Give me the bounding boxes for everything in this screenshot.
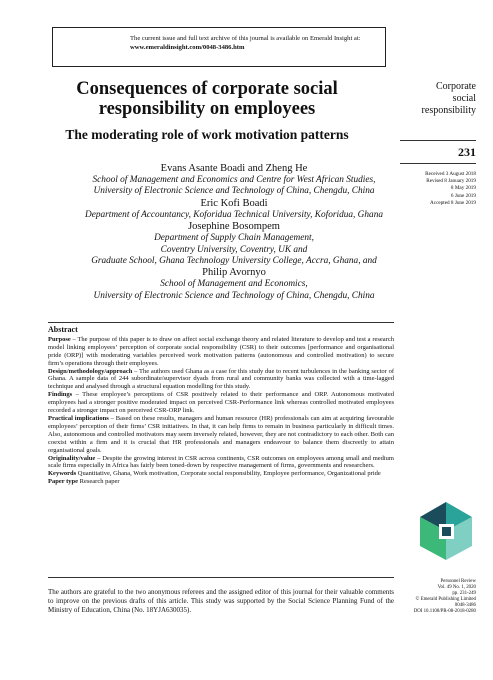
section-label: Originality/value: [48, 454, 96, 462]
author-affiliation: School of Management and Economics and Centre for West African Studies,: [92, 175, 376, 185]
running-title-line: Corporate: [436, 81, 476, 92]
running-title-line: responsibility: [421, 105, 476, 116]
section-label: Paper type: [48, 478, 79, 486]
date-line: 8 May 2019: [450, 185, 476, 192]
author-block: [40, 163, 428, 302]
section-text: – Despite the growing interest in CSR across continents, CSR outcomes on employees among small and medium scale firms especially in Africa has fairly been toned-down by respective management of firms, governments and researchers.: [48, 454, 394, 470]
emerald-logo-icon: [417, 500, 475, 562]
abstract-section: [48, 368, 394, 392]
journal-info-line: Vol. 49 No. 1, 2020: [437, 585, 476, 590]
author-affiliation: University of Electronic Science and Technology of China, Chengdu, China: [93, 290, 375, 301]
abstract-section: [48, 415, 394, 455]
author-name: Eric Kofi Boadi: [200, 197, 268, 209]
abstract-bottom-rule: [48, 577, 394, 578]
abstract-section: [48, 391, 394, 415]
section-text: Quantitative, Ghana, Work motivation, Corporate social responsibility, Employee performance, Organizational pride: [76, 470, 381, 478]
journal-info-line: Personnel Review: [440, 579, 476, 584]
journal-info-line: DOI 10.1108/PR-08-2018-0280: [413, 609, 476, 614]
journal-info-line: pp. 231-249: [452, 591, 476, 596]
author-name: Evans Asante Boadi and Zheng He: [160, 163, 308, 174]
abstract-section: [48, 455, 394, 471]
section-text: – Based on these results, managers and human resource (HR) professionals can aim at acquiring favourable employees’ perception of their firms’ CSR initiatives. In that, it can help firms to remain in business particularly in difficult times. Also, autonomous and controlled motivators may seem inversely related, however, they are not contradictory to each other. Both can coexist within a firm and it is crucial that HR professionals and managers endeavour to balance them discreetly to attain organisational goals.: [48, 414, 394, 454]
abstract-section: [48, 470, 394, 478]
section-label: Practical implications: [48, 414, 109, 422]
section-label: Purpose: [48, 335, 71, 343]
article-subtitle: The moderating role of work motivation patterns: [65, 127, 349, 142]
author-affiliation: School of Management and Economics,: [160, 279, 308, 290]
author-affiliation: Department of Supply Chain Management,: [154, 233, 314, 244]
abstract-section: [48, 336, 394, 368]
section-text: – The authors used Ghana as a case for this study due to recent turbulences in the banking sector of Ghana. A sample data of 244 subordinate/supervisor dyads from rural and community banks was collected with a time-lagged technique and analysed through a structural equation modelling for this study.: [48, 367, 394, 391]
acknowledgement-footnote: The authors are grateful to the two anonymous referees and the assigned editor of this journal for their valuable comments to improve on the previous drafts of this article. This study was supported by the Social Science Planning Fund of the Ministry of Education, China (No. 18YJA630035).: [48, 588, 394, 614]
section-text: – These employee’s perceptions of CSR positively related to their performance and ORP. Autonomous motivated employees had a stronger positive moderated impact on perceived CSR-Performance link whereas controlled motivated employees recorded a stronger impact on perceived CSR-ORP link.: [48, 391, 394, 415]
banner-text: The current issue and full text archive of this journal is available on Emerald Insight at:: [130, 35, 361, 42]
date-line: Received 3 August 2018: [425, 171, 476, 177]
author-affiliation: Graduate School, Ghana Technology University College, Accra, Ghana, and: [91, 256, 377, 267]
logo-center: [442, 527, 451, 536]
section-label: Findings: [48, 391, 73, 399]
sidebar-divider: [400, 140, 476, 141]
running-title-line: social: [452, 93, 476, 104]
page-number: 231: [458, 145, 476, 159]
abstract-heading: Abstract: [48, 325, 78, 334]
author-name: Josephine Bosompem: [188, 221, 280, 233]
author-affiliation: Department of Accountancy, Koforidua Technical University, Koforidua, Ghana: [85, 209, 383, 220]
section-text: Research paper: [78, 478, 120, 486]
abstract: [48, 326, 394, 486]
date-line: Accepted 8 June 2019: [430, 199, 476, 206]
section-label: Keywords: [48, 470, 77, 478]
article-title: Consequences of corporate social responsibility on employees: [76, 79, 338, 119]
abstract-section: [48, 478, 394, 486]
journal-url-link[interactable]: www.emeraldinsight.com/0048-3486.htm: [130, 44, 245, 51]
section-text: – The purpose of this paper is to draw on affect social exchange theory and related literature to develop and test a research model linking employees’ perception of corporate social responsibility (CSR) to their outcomes [performance and organisational pride (ORP)] with moderating variables perceived work motivation patterns (autonomous and controlled motivation) to secure firm’s operations through their employees.: [48, 335, 394, 367]
date-line: 6 June 2019: [450, 192, 476, 199]
journal-info-line: © Emerald Publishing Limited: [415, 597, 476, 602]
journal-info-line: 0048-3486: [454, 603, 476, 608]
section-label: Design/methodology/approach: [48, 367, 133, 375]
access-banner: [52, 27, 386, 67]
running-title: [400, 81, 476, 117]
history-dates: [380, 171, 476, 207]
date-line: Revised 8 January 2019: [426, 178, 476, 185]
journal-info: [400, 579, 476, 615]
sidebar-divider: [400, 163, 476, 164]
abstract-top-rule: [48, 322, 394, 323]
author-name: Philip Avornyo: [202, 267, 266, 279]
author-affiliation: Coventry University, Coventry, UK and: [160, 244, 308, 255]
author-affiliation: University of Electronic Science and Technology of China, Chengdu, China: [93, 186, 375, 197]
